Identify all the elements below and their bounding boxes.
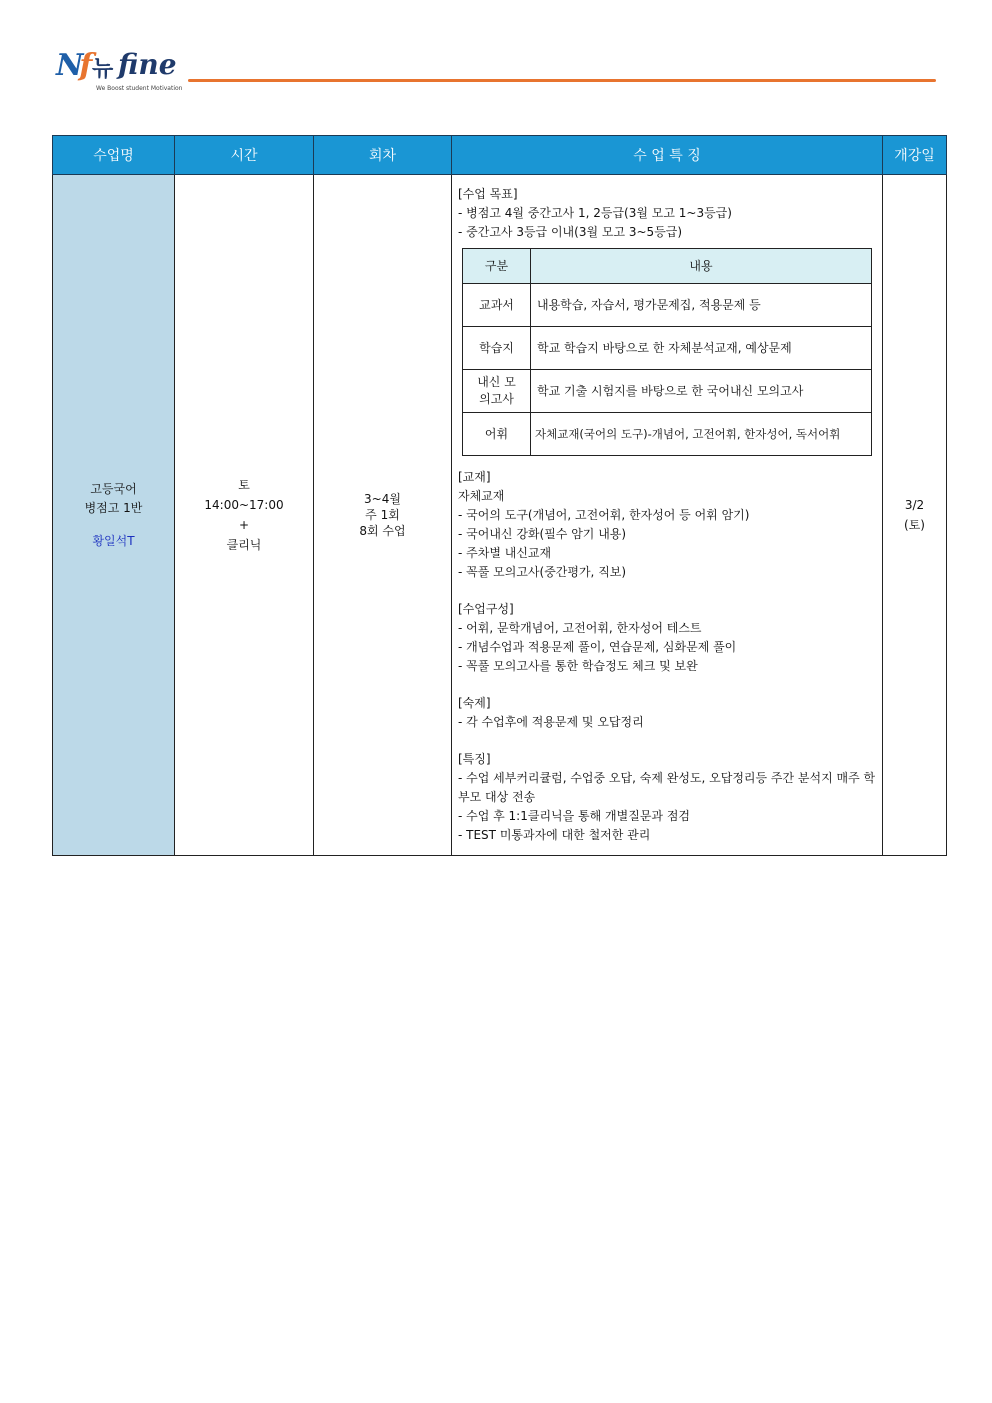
- textbook-subtitle: 자체교재: [458, 489, 505, 503]
- list-item: - 꼭풀 모의고사(중간평가, 직보): [458, 565, 627, 579]
- curriculum-table: [462, 248, 872, 456]
- header-start-date: 개강일: [883, 136, 947, 175]
- class-schedule-table: [52, 135, 947, 856]
- composition-title: [수업구성]: [458, 602, 514, 616]
- curriculum-category: 교과서: [463, 284, 531, 327]
- class-subject: 고등국어: [90, 481, 137, 496]
- curriculum-category: 어휘: [463, 413, 531, 456]
- list-item: - 각 수업후에 적용문제 및 오답정리: [458, 715, 644, 729]
- table-row: [463, 413, 872, 456]
- header-features: 수 업 특 징: [452, 136, 883, 175]
- special-title: [특징]: [458, 752, 491, 766]
- list-item: - 개념수업과 적용문제 풀이, 연습문제, 심화문제 풀이: [458, 640, 737, 654]
- start-date: 3/2: [904, 498, 925, 512]
- class-section: 병점고 1반: [84, 500, 143, 515]
- logo-korean-text: 뉴: [92, 57, 114, 82]
- session-months: 3~4월: [364, 492, 401, 506]
- start-day: (토): [904, 518, 925, 532]
- list-item: - 수업 후 1:1클리닉을 통해 개별질문과 점검: [458, 809, 691, 823]
- class-name-cell: [53, 175, 175, 856]
- list-item: - TEST 미통과자에 대한 철저한 관리: [458, 828, 651, 842]
- header-divider-line: [188, 79, 936, 82]
- header-class-name: 수업명: [53, 136, 175, 175]
- curriculum-header-row: [463, 249, 872, 284]
- session-frequency: 주 1회: [365, 508, 400, 522]
- list-item: - 꼭풀 모의고사를 통한 학습정도 체크 및 보완: [458, 659, 698, 673]
- curriculum-header-category: 구분: [463, 249, 531, 284]
- session-cell: [314, 175, 452, 856]
- table-row: [463, 370, 872, 413]
- curriculum-content: 학교 학습지 바탕으로 한 자체분석교재, 예상문제: [531, 327, 872, 370]
- class-hours: 14:00~17:00: [204, 498, 284, 512]
- logo-english-text: fine: [118, 48, 177, 81]
- goal-title: [수업 목표]: [458, 187, 518, 201]
- logo-tagline: We Boost student Motivation: [96, 85, 183, 92]
- header-session: 회차: [314, 136, 452, 175]
- features-cell: [452, 175, 883, 856]
- curriculum-category: 학습지: [463, 327, 531, 370]
- teacher-name: 황일석T: [92, 533, 135, 548]
- logo-mark-icon: Nf: [56, 48, 89, 83]
- time-plus: +: [238, 518, 250, 532]
- curriculum-content: 자체교재(국어의 도구)-개념어, 고전어휘, 한자성어, 독서어휘: [531, 413, 872, 456]
- textbook-title: [교재]: [458, 470, 491, 484]
- list-item: - 국어내신 강화(필수 암기 내용): [458, 527, 627, 541]
- list-item: - 주차별 내신교재: [458, 546, 552, 560]
- table-header-row: [53, 136, 947, 175]
- list-item: - 병점고 4월 중간고사 1, 2등급(3월 모고 1~3등급): [458, 206, 732, 220]
- table-row: [463, 284, 872, 327]
- page-header: [56, 40, 940, 96]
- table-row: [463, 327, 872, 370]
- curriculum-category: 내신 모의고사: [463, 370, 531, 413]
- brand-logo: [56, 40, 186, 96]
- class-day: 토: [238, 478, 250, 492]
- list-item: - 어휘, 문학개념어, 고전어휘, 한자성어 테스트: [458, 621, 702, 635]
- list-item: - 중간고사 3등급 이내(3월 모고 3~5등급): [458, 225, 683, 239]
- curriculum-content: 학교 기출 시험지를 바탕으로 한 국어내신 모의고사: [531, 370, 872, 413]
- time-cell: [175, 175, 314, 856]
- curriculum-content: 내용학습, 자습서, 평가문제집, 적용문제 등: [531, 284, 872, 327]
- session-count: 8회 수업: [359, 524, 406, 538]
- list-item: - 국어의 도구(개념어, 고전어휘, 한자성어 등 어휘 암기): [458, 508, 750, 522]
- clinic-label: 클리닉: [226, 538, 262, 552]
- table-row: [53, 175, 947, 856]
- curriculum-header-content: 내용: [531, 249, 872, 284]
- homework-title: [숙제]: [458, 696, 491, 710]
- header-time: 시간: [175, 136, 314, 175]
- list-item: - 수업 세부커리큘럼, 수업중 오답, 숙제 완성도, 오답정리등 주간 분석지 매주 학부모 대상 전송: [458, 771, 876, 804]
- start-date-cell: [883, 175, 947, 856]
